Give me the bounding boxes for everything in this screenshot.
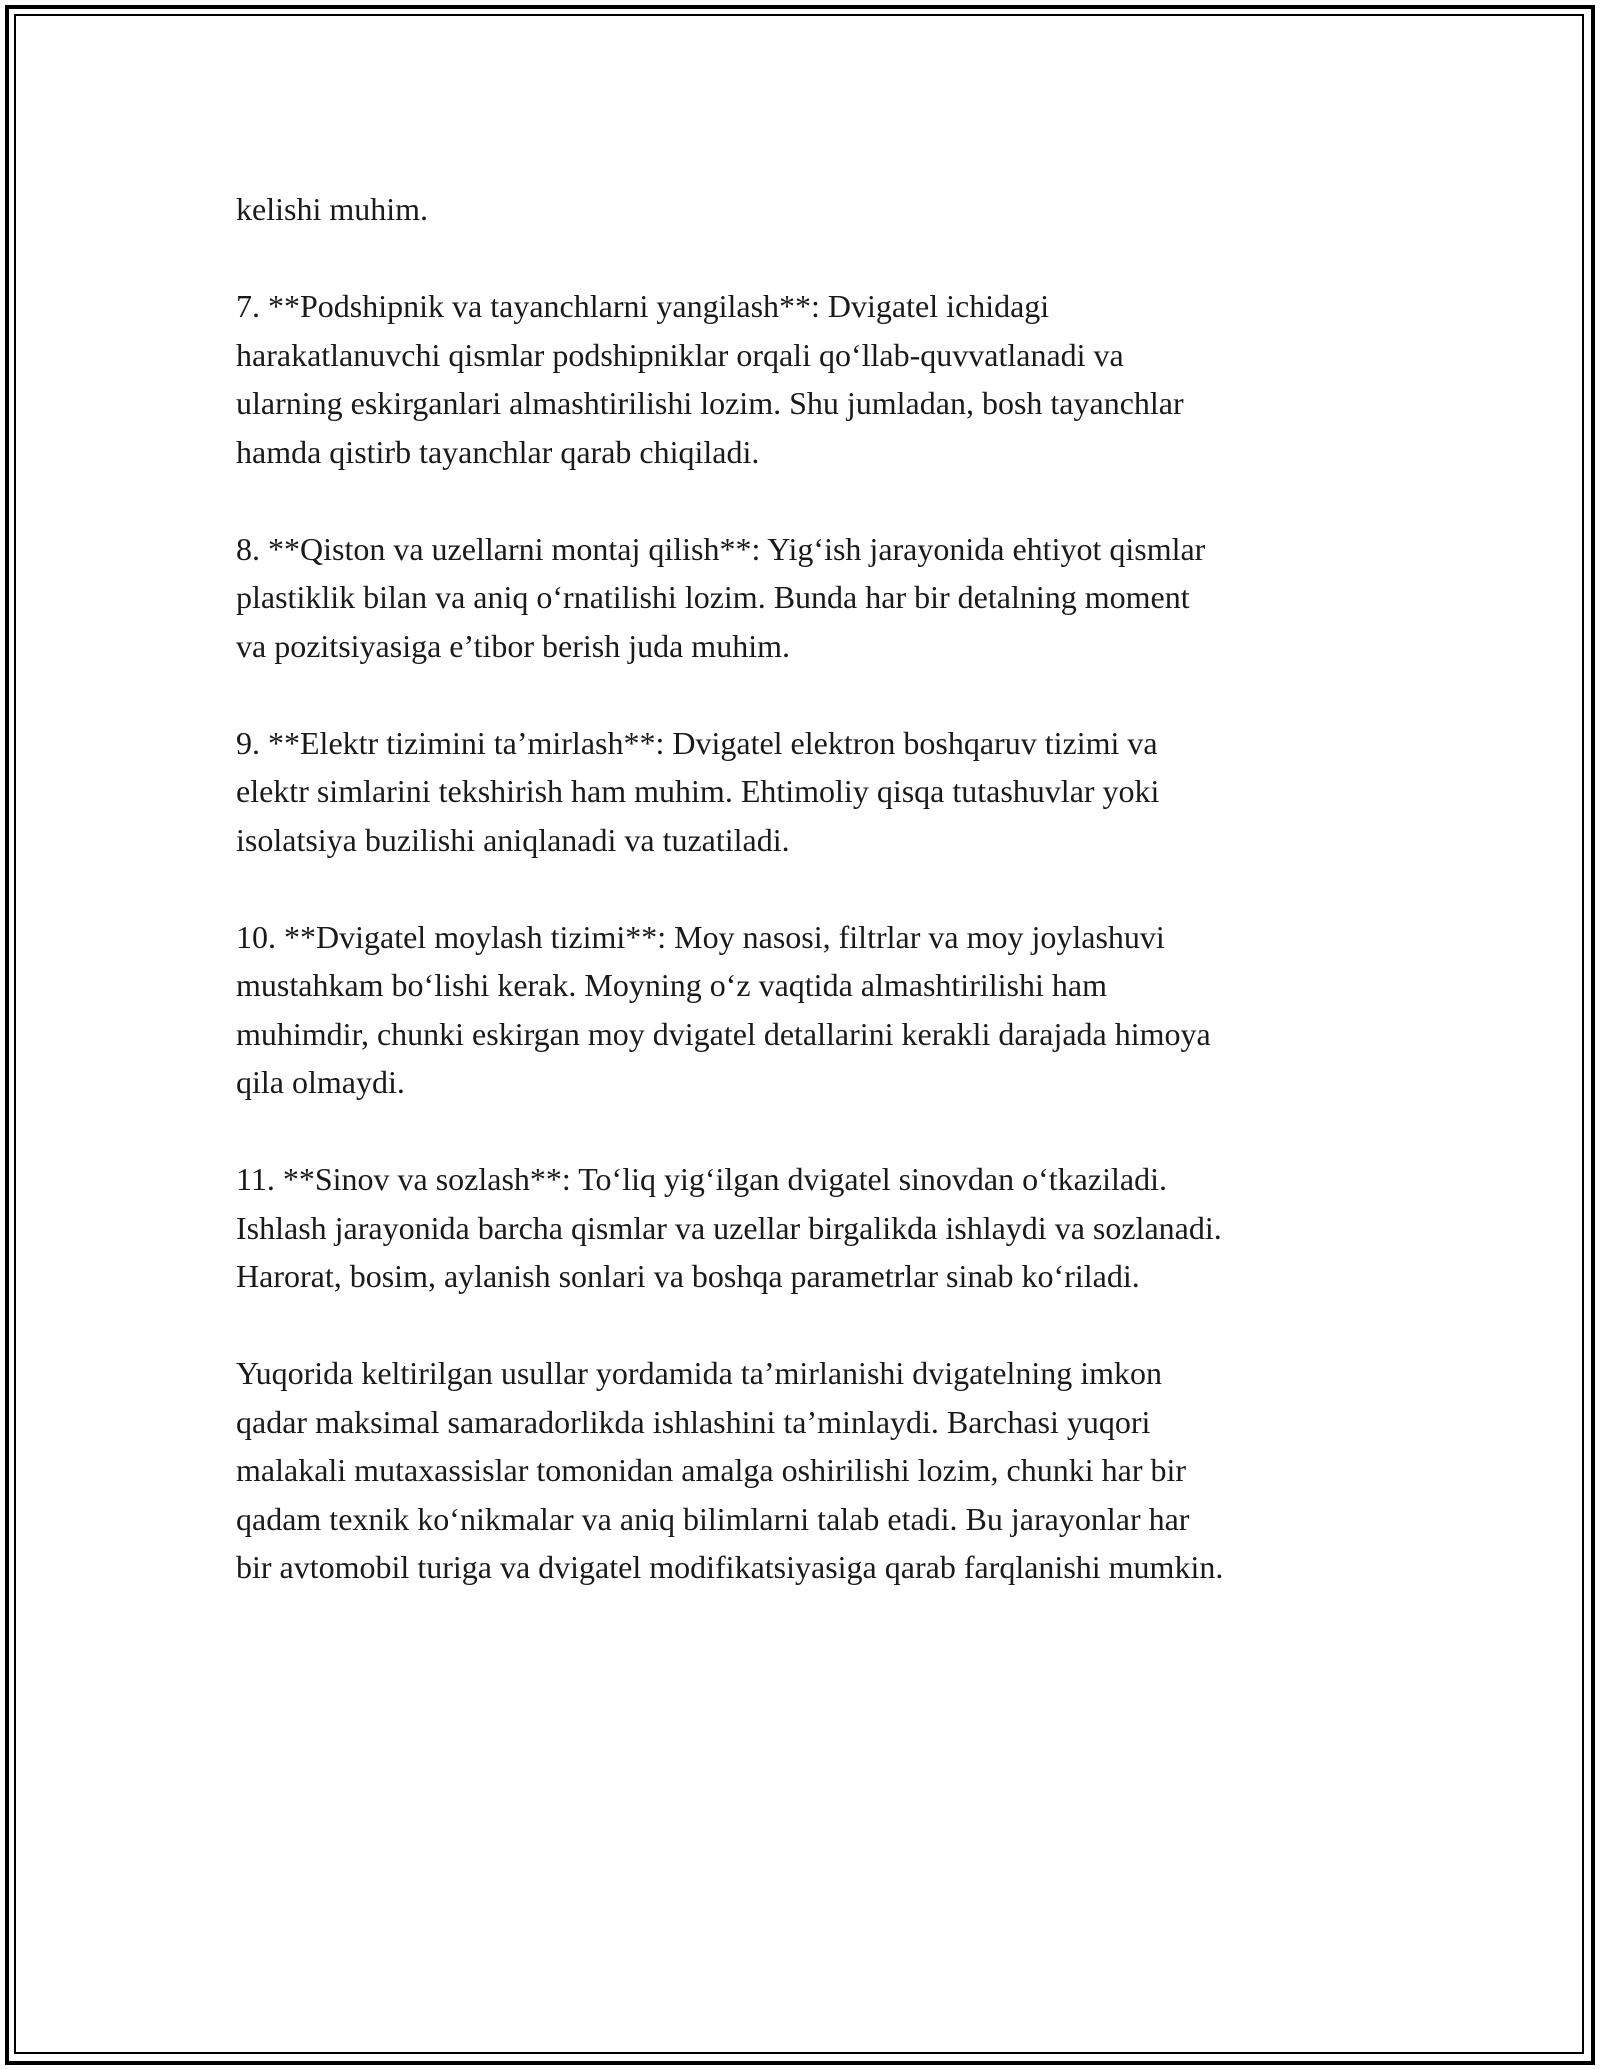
document-body — [236, 185, 1396, 1592]
paragraph-item-7: 7. **Podshipnik va tayanchlarni yangilash**: Dvigatel ichidagi harakatlanuvchi qismlar podshipniklar orqali qo‘llab-quvvatlanadi va ularning eskirganlari almashtirilishi lozim. Shu jumladan, bosh tayanchlar hamda qistirb tayanchlar qarab chiqiladi. — [236, 288, 1184, 470]
paragraph-conclusion: Yuqorida keltirilgan usullar yordamida ta’mirlanishi dvigatelning imkon qadar maksimal samaradorlikda ishlashini ta’minlaydi. Barchasi yuqori malakali mutaxassislar tomonidan amalga oshirilishi lozim, chunki har bir qadam texnik ko‘nikmalar va aniq bilimlarni talab etadi. Bu jarayonlar har bir avtomobil turiga va dvigatel modifikatsiyasiga qarab farqlanishi mumkin. — [236, 1355, 1224, 1585]
paragraph-item-9: 9. **Elektr tizimini ta’mirlash**: Dvigatel elektron boshqaruv tizimi va elektr simlarini tekshirish ham muhim. Ehtimoliy qisqa tutashuvlar yoki isolatsiya buzilishi aniqlanadi va tuzatiladi. — [236, 724, 1160, 858]
paragraph-item-10: 10. **Dvigatel moylash tizimi**: Moy nasosi, filtrlar va moy joylashuvi mustahkam bo‘lishi kerak. Moyning o‘z vaqtida almashtirilishi ham muhimdir, chunki eskirgan moy dvigatel detallarini kerakli darajada himoya qila olmaydi. — [236, 918, 1211, 1100]
paragraph-item-11: 11. **Sinov va sozlash**: To‘liq yig‘ilgan dvigatel sinovdan o‘tkaziladi. Ishlash jarayonida barcha qismlar va uzellar birgalikda ishlaydi va sozlanadi. Harorat, bosim, aylanish sonlari va boshqa parametrlar sinab ko‘riladi. — [236, 1161, 1222, 1294]
paragraph-continuation: kelishi muhim. — [236, 191, 428, 227]
paragraph-item-8: 8. **Qiston va uzellarni montaj qilish**: Yig‘ish jarayonida ehtiyot qismlar plastiklik bilan va aniq o‘rnatilishi lozim. Bunda har bir detalning moment va pozitsiyasiga e’tibor berish juda muhim. — [236, 530, 1206, 664]
